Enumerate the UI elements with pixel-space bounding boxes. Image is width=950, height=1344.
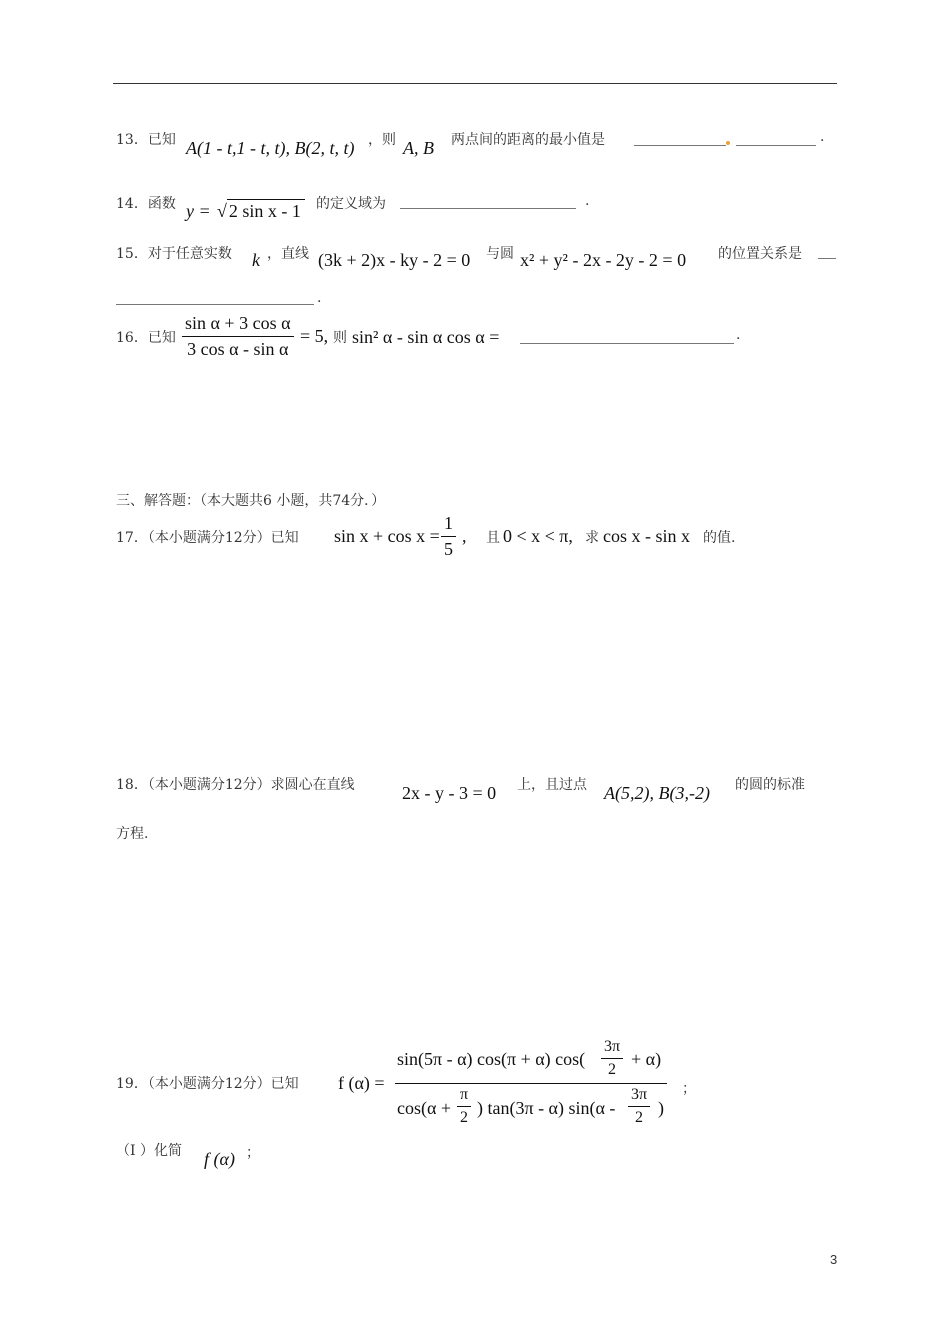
section-3-heading: 三、解答题：（本大题共6 小题，共74分．） [116,493,386,509]
q15-number: 15．对于任意实数 [116,246,232,262]
q13-points-expr: A(1 - t,1 - t, t), B(2, t, t) [186,138,355,158]
q19-numerator-frac [601,1038,623,1079]
q17-fraction [441,513,456,560]
q13-period: . [820,129,825,145]
q16-fraction [182,313,294,360]
q13-blank-mark [726,141,730,145]
q16-target-expr: sin² α - sin α cos α = [352,327,500,347]
page-number: 3 [830,1252,838,1267]
q17-expr: sin x + cos x = [334,526,440,546]
q19-denominator-frac2-num: 3π [628,1086,650,1107]
q19-part1-f: f (α) [204,1149,235,1169]
q15-k: k [252,250,260,270]
q19-denominator-frac [457,1086,471,1127]
q15-circle-expr: x² + y² - 2x - 2y - 2 = 0 [520,250,687,270]
q19-numerator-a: sin(5π - α) cos(π + α) cos( [397,1049,586,1069]
q16-number: 16．已知 [116,330,176,346]
q15-circle-label: 与圆 [486,246,514,262]
q15-period: . [317,290,322,306]
q18-number: 18．（本小题满分12分）求圆心在直线 [116,777,355,793]
q19-part1-label: （Ⅰ ）化简 [116,1143,182,1159]
q19-denominator-frac-den: 2 [460,1109,469,1126]
q16-answer-blank [520,343,734,344]
q18-points: A(5,2), B(3,-2) [604,783,710,803]
q14-radicand: 2 sin x - 1 [227,199,305,222]
q19-denominator-frac2 [628,1086,650,1127]
q19-part1-end: ； [246,1145,260,1161]
q19-denominator-frac2-den: 2 [635,1109,644,1126]
q19-numerator-frac-num: 3π [601,1038,623,1059]
q19-semicolon: ； [682,1081,696,1097]
q15-line-expr: (3k + 2)x - ky - 2 = 0 [318,250,471,270]
q18-mid-text: 上，且过点 [517,777,587,793]
q15-line-label: ，直线 [267,246,309,262]
q17-frac-numerator: 1 [441,513,456,537]
q18-question-text-line2: 方程. [116,826,149,842]
q13-question-text: 两点间的距离的最小值是 [451,132,605,148]
q14-sqrt: √ 2 sin x - 1 [217,199,305,222]
q17-comma: , [462,526,467,546]
q19-number: 19．（本小题满分12分）已知 [116,1076,299,1092]
q17-target: cos x - sin x [603,526,690,546]
q13-then: ，则 [368,132,396,148]
q16-then: 则 [333,330,347,346]
q18-question-text: 的圆的标准 [735,777,805,793]
q17-question-text: 的值. [703,530,736,546]
q17-ask: 求 [585,530,599,546]
q17-condition: 0 < x < π, [503,526,573,546]
q19-denominator-frac-num: π [457,1086,471,1107]
q13-number: 13．已知 [116,132,176,148]
q14-y-eq: y = [186,201,211,221]
q19-denominator-b: ) tan(3π - α) sin(α - [477,1098,616,1118]
q13-answer-blank-2 [736,145,816,146]
q19-fraction [395,1038,667,1128]
q19-numerator-frac-den: 2 [608,1061,617,1078]
q16-frac-numerator: sin α + 3 cos α [182,313,294,337]
header-rule [113,83,837,84]
q15-answer-blank-b [116,304,314,305]
q18-line-expr: 2x - y - 3 = 0 [402,783,497,803]
q16-period: . [736,327,741,343]
q19-f-alpha: f (α) = [338,1073,385,1093]
q14-period: . [585,193,590,209]
q14-answer-blank [400,208,576,209]
q19-numerator-b: + α) [631,1049,662,1069]
q17-frac-denominator: 5 [444,539,453,559]
q16-frac-denominator: 3 cos α - sin α [187,339,289,359]
q16-equals-five: = 5, [300,326,329,346]
q19-denominator-c: ) [658,1098,664,1118]
q14-question-text: 的定义域为 [316,196,386,212]
q15-answer-blank-a [818,258,836,259]
q17-and: 且 [486,530,500,546]
q13-AB: A, B [403,138,434,158]
q17-number: 17．（本小题满分12分）已知 [116,530,299,546]
q14-number: 14．函数 [116,196,176,212]
q13-answer-blank-1 [634,145,726,146]
q19-denominator-a: cos(α + [397,1098,452,1118]
q15-question-text: 的位置关系是 [718,246,802,262]
